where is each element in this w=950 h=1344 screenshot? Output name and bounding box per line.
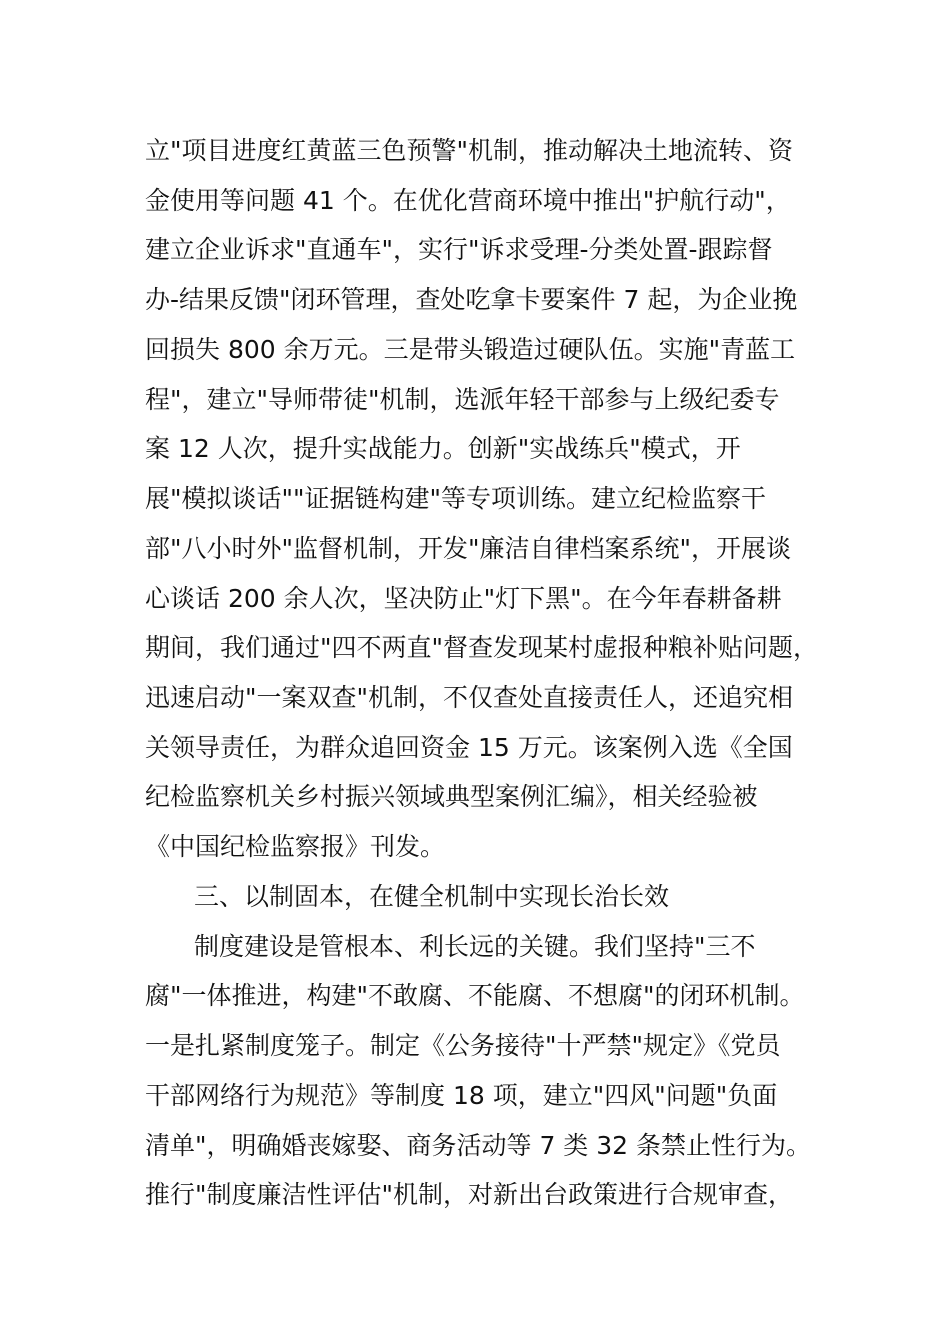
body-text-line: 回损失 800 余万元。三是带头锻造过硬队伍。实施"青蓝工	[145, 335, 796, 364]
section-heading: 三、以制固本，在健全机制中实现长治长效	[194, 882, 670, 911]
body-text-line: 心谈话 200 余人次，坚决防止"灯下黑"。在今年春耕备耕	[145, 584, 782, 613]
body-text-line: 办-结果反馈"闭环管理，查处吃拿卡要案件 7 起，为企业挽	[145, 285, 798, 314]
body-text-line: 迅速启动"一案双查"机制，不仅查处直接责任人，还追究相	[145, 683, 794, 712]
body-text-line: 建立企业诉求"直通车"，实行"诉求受理-分类处置-跟踪督	[145, 235, 773, 264]
body-text-line: 清单"，明确婚丧嫁娶、商务活动等 7 类 32 条禁止性行为。	[145, 1131, 812, 1160]
body-text-line: 腐"一体推进，构建"不敢腐、不能腐、不想腐"的闭环机制。	[145, 981, 805, 1010]
body-text-line: 案 12 人次，提升实战能力。创新"实战练兵"模式，开	[145, 434, 741, 463]
body-text-line: 《中国纪检监察报》刊发。	[145, 832, 446, 861]
body-text-line: 关领导责任，为群众追回资金 15 万元。该案例入选《全国	[145, 733, 793, 762]
body-text-line: 部"八小时外"监督机制，开发"廉洁自律档案系统"，开展谈	[145, 534, 791, 563]
body-text-line: 程"，建立"导师带徒"机制，选派年轻干部参与上级纪委专	[145, 385, 780, 414]
paragraph-first-line: 制度建设是管根本、利长远的关键。我们坚持"三不	[194, 932, 756, 961]
body-text-line: 期间，我们通过"四不两直"督查发现某村虚报种粮补贴问题，	[145, 633, 819, 662]
body-text-line: 立"项目进度红黄蓝三色预警"机制，推动解决土地流转、资	[145, 136, 794, 165]
body-text-line: 展"模拟谈话""证据链构建"等专项训练。建立纪检监察干	[145, 484, 766, 513]
body-text-line: 纪检监察机关乡村振兴领域典型案例汇编》，相关经验被	[145, 782, 758, 811]
body-text-line: 干部网络行为规范》等制度 18 项，建立"四风"问题"负面	[145, 1081, 778, 1110]
body-text-line: 推行"制度廉洁性评估"机制，对新出台政策进行合规审查，	[145, 1180, 794, 1209]
body-text-line: 金使用等问题 41 个。在优化营商环境中推出"护航行动"，	[145, 186, 791, 215]
body-text-line: 一是扎紧制度笼子。制定《公务接待"十严禁"规定》《党员	[145, 1031, 781, 1060]
